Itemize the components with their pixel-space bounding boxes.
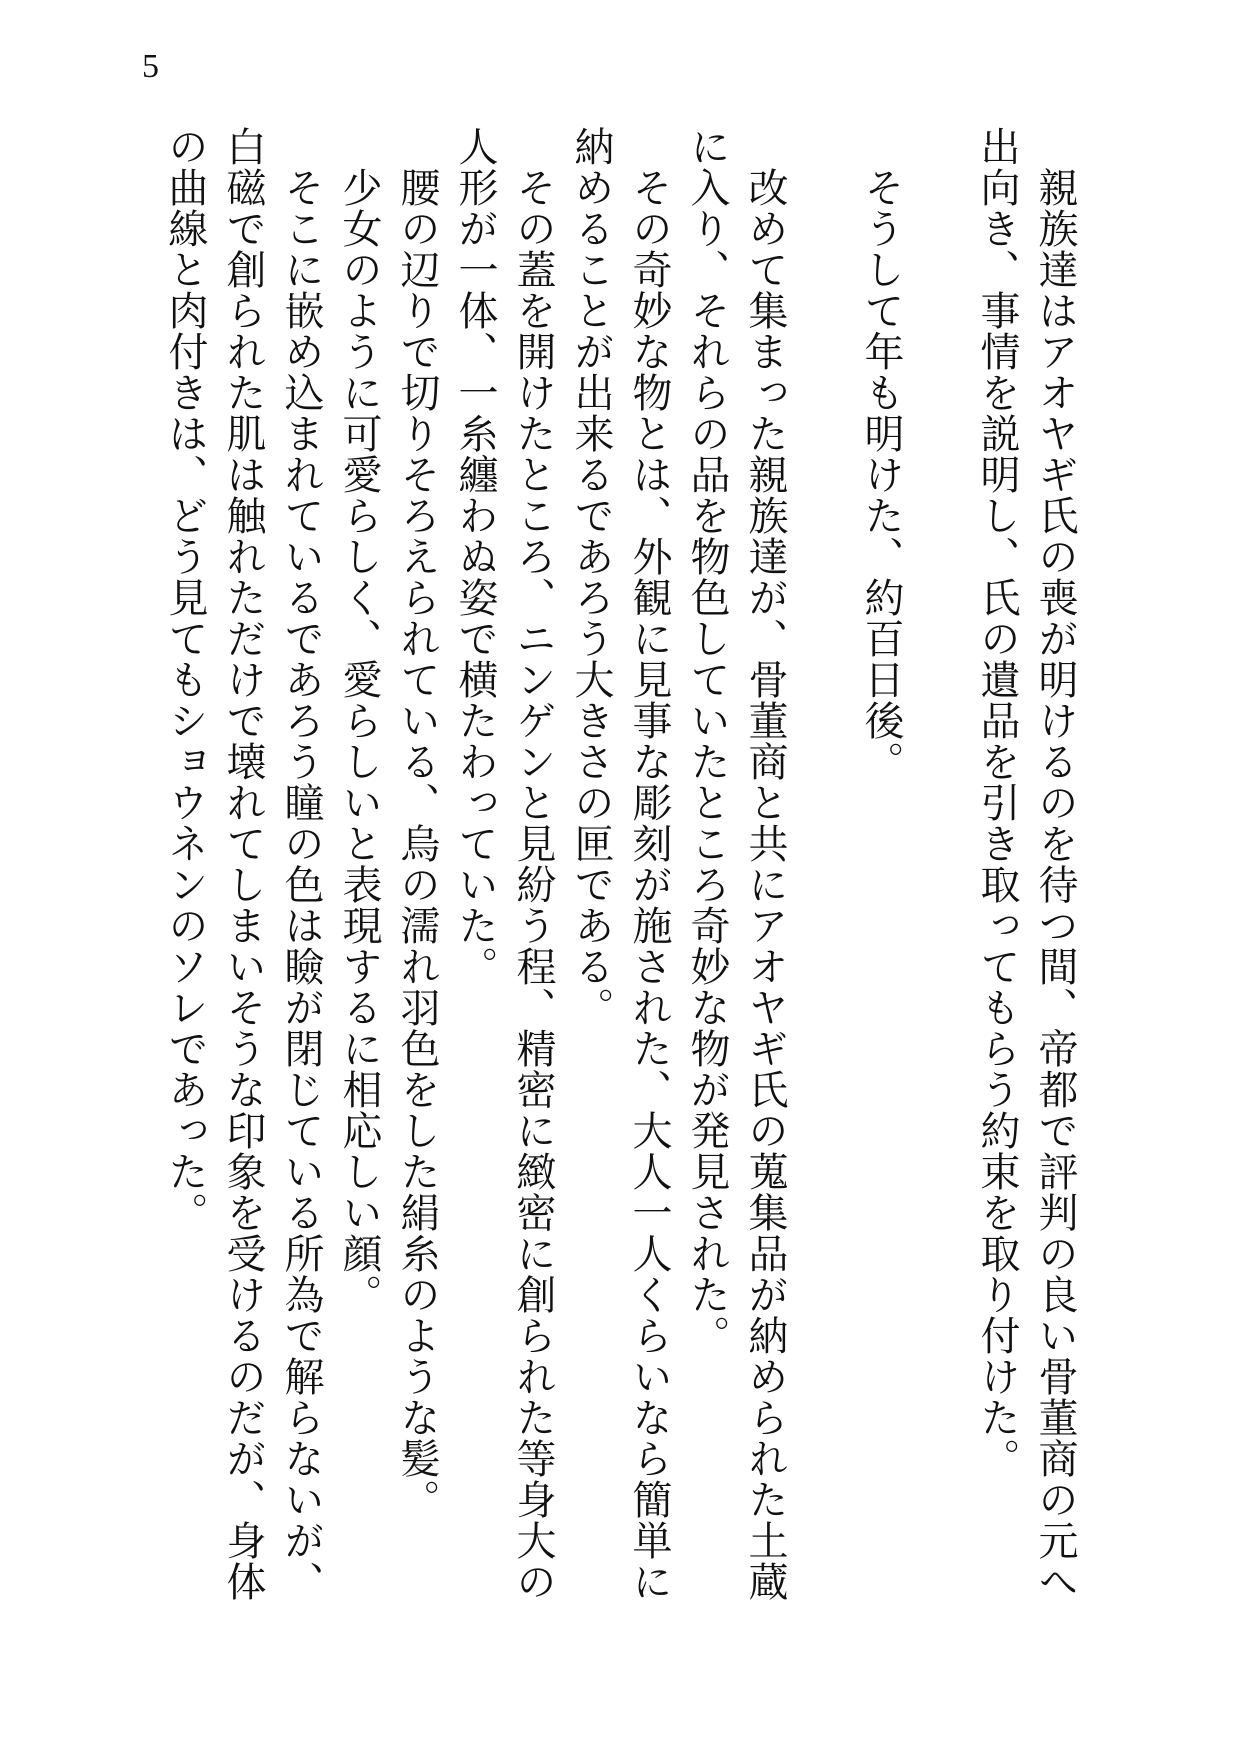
- text-line: に入り、それらの品を物色していたところ奇妙な物が発見された。: [684, 126, 730, 1356]
- text-line: そうして年も明けた、約百日後。: [858, 167, 904, 782]
- text-line: 改めて集まった親族達が、骨董商と共にアオヤギ氏の蒐集品が納められた土蔵: [742, 167, 788, 1602]
- text-line: その奇妙な物とは、外観に見事な彫刻が施された、大人一人くらいなら簡単に: [626, 167, 672, 1602]
- text-line: その蓋を開けたところ、ニンゲンと見紛う程、精密に緻密に創られた等身大の: [510, 167, 556, 1602]
- text-line: そこに嵌め込まれているであろう瞳の色は瞼が閉じている所為で解らないが、: [278, 167, 324, 1602]
- page-number: 5: [142, 48, 159, 85]
- text-line: 出向き、事情を説明し、氏の遺品を引き取ってもらう約束を取り付けた。: [974, 126, 1020, 1479]
- text-line: 人形が一体、一糸纏わぬ姿で横たわっていた。: [452, 126, 498, 987]
- blank-line: [910, 126, 968, 1686]
- text-line: 腰の辺りで切りそろえられている、烏の濡れ羽色をした絹糸のような髪。: [394, 167, 440, 1520]
- text-line: 納めることが出来るであろう大きさの匣である。: [568, 126, 614, 1028]
- text-line: 白磁で創られた肌は触れただけで壊れてしまいそうな印象を受けるのだが、身体: [220, 126, 266, 1602]
- blank-line: [794, 126, 852, 1686]
- text-line: の曲線と肉付きは、どう見てもショウネンのソレであった。: [162, 126, 208, 1233]
- vertical-body-text: [156, 126, 1084, 1686]
- text-line: 親族達はアオヤギ氏の喪が明けるのを待つ間、帝都で評判の良い骨董商の元へ: [1032, 167, 1078, 1602]
- text-line: 少女のように可愛らしく、愛らしいと表現するに相応しい顔。: [336, 167, 382, 1315]
